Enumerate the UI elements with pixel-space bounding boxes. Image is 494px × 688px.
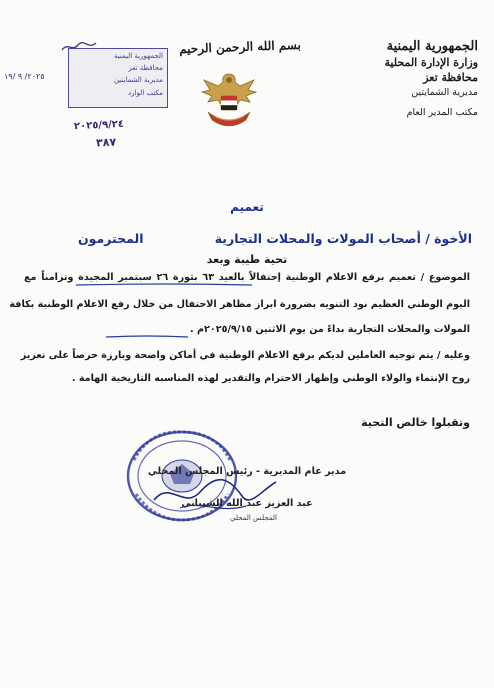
addressee: الأخوة / أصحاب المولات والمحلات التجارية xyxy=(214,231,472,246)
body-line: اليوم الوطني العظيم نود التنويه بضرورة ابراز مظاهر الاحتفال من خلال رفع الاعلام الوطنية بكافة xyxy=(9,299,470,310)
closing-phrase: وتقبلوا خالص التحية xyxy=(361,416,470,429)
body-line: وعليه / يتم توجيه العاملين لديكم برفع الاعلام الوطنية في أماكن واضحة وبارزة حرصاً على تعزيز xyxy=(20,350,470,361)
underline-mark xyxy=(74,283,254,287)
letterhead-right xyxy=(348,38,478,122)
stamp-line-2: محافظة تعز xyxy=(128,64,163,72)
seal-caption: المجلس المحلي xyxy=(230,514,277,522)
handwritten-signature-icon xyxy=(150,470,280,520)
republic-name: الجمهورية اليمنية xyxy=(386,39,478,54)
greeting: تحية طيبة وبعد xyxy=(206,253,288,266)
stamp-scribble-icon xyxy=(60,40,100,54)
governorate-name: محافظة تعز xyxy=(423,71,478,84)
stamp-date-printed: ٢٠٢٥/ ٩ /١٩ xyxy=(4,72,45,81)
ministry-name: وزارة الإدارة المحلية xyxy=(384,56,478,69)
body-line: روح الإنتماء والولاء الوطني وإظهار الاحترام والتقدير لهذه المناسبه التاريخية الهامة . xyxy=(71,373,470,384)
signatory-name: عبد العزيز عبد الله الشيباني xyxy=(181,498,313,509)
yemen-eagle-emblem-icon xyxy=(196,66,262,136)
stamp-line-3: مديرية الشمايتين xyxy=(113,76,163,84)
district-name: مديرية الشمايتين xyxy=(411,87,478,98)
body-line: الموضوع / تعميم برفع الاعلام الوطنية إحتفالاً بالعيد ٦٣ بثورة ٢٦ سبتمبر المجيدة وتزامناً مع xyxy=(24,272,470,283)
handwritten-number: ٣٨٧ xyxy=(95,135,117,150)
office-name: مكتب المدير العام xyxy=(406,107,478,118)
received-stamp xyxy=(68,48,168,108)
document-title: تعميم xyxy=(230,200,264,214)
honorific: المحترمون xyxy=(78,231,144,246)
stamp-line-1: الجمهورية اليمنية xyxy=(113,52,163,60)
body-line: المولات والمحلات التجارية بداءً من يوم الاثنين ٢٠٢٥/٩/١٥م . xyxy=(190,324,470,335)
underline-mark xyxy=(104,335,190,339)
stamp-line-4: مكتب الوارد xyxy=(128,89,163,97)
bismillah-calligraphy: بسم الله الرحمن الرحيم xyxy=(178,37,302,57)
handwritten-date: ٢٠٢٥/٩/٢٤ xyxy=(73,118,125,133)
signatory-title: مدير عام المديرية - رئيس المجلس المحلي xyxy=(147,466,347,477)
